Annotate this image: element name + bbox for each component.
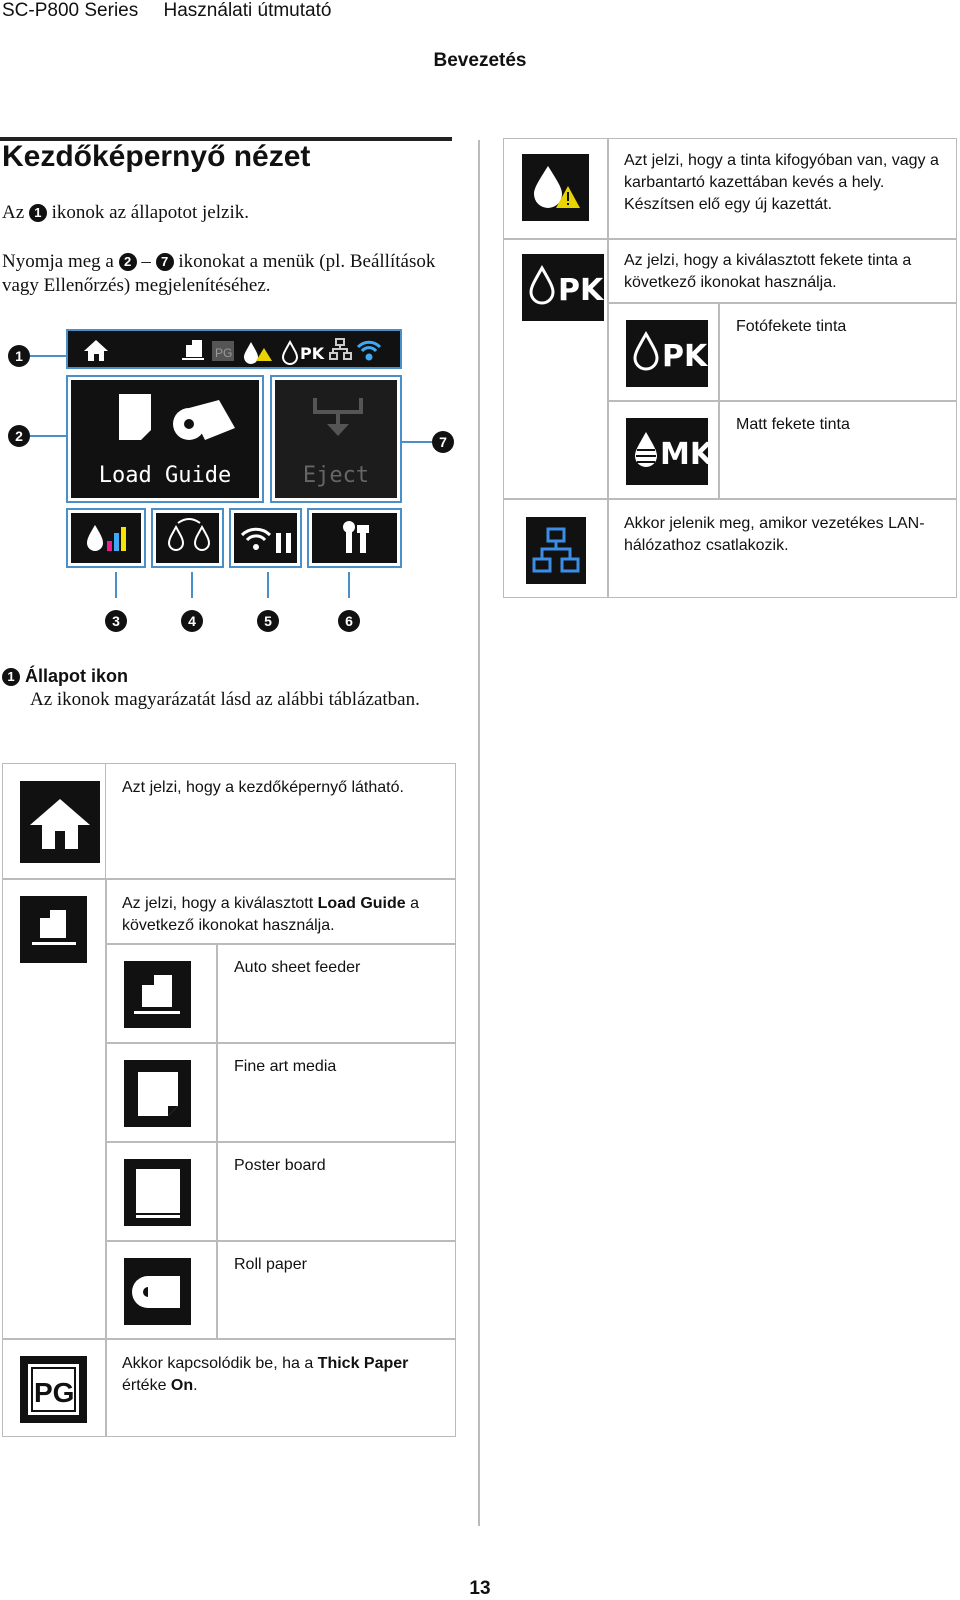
- sheet-icon: [119, 394, 151, 440]
- tools-icon: [312, 513, 401, 567]
- auto-sheet-feeder-icon: [124, 961, 191, 1028]
- ink-warning-icon: [244, 342, 272, 364]
- callout-5: 5: [257, 610, 279, 632]
- callout-number: 2: [119, 253, 137, 271]
- home-icon: [20, 781, 100, 863]
- leader-line: [348, 572, 350, 598]
- ink-levels-button[interactable]: [66, 508, 146, 568]
- intro-paragraph-2: Nyomja meg a 2 – 7 ikonokat a menük (pl. Beállítások vagy Ellenőrzés) megjelenítéséhez.: [2, 251, 436, 296]
- status-icons: [68, 331, 400, 367]
- leader-line: [30, 355, 66, 357]
- item-1-description: Az ikonok magyarázatát lásd az alábbi táblázatban.: [30, 689, 420, 710]
- auto-sheet-feeder-label: Auto sheet feeder: [234, 959, 361, 976]
- callout-4: 4: [181, 610, 203, 632]
- network-settings-button[interactable]: [229, 508, 302, 568]
- column-divider: [478, 140, 480, 1526]
- matte-black-ink-label: Matt fekete tinta: [736, 416, 850, 433]
- section-title: Bevezetés: [433, 50, 527, 71]
- leader-line: [115, 572, 117, 598]
- status-bar: [66, 329, 402, 369]
- leader-line: [30, 435, 66, 437]
- svg-text:PK: PK: [662, 339, 708, 374]
- setup-menu-button[interactable]: [307, 508, 402, 568]
- sheet-feeder-icon: [182, 340, 204, 360]
- running-header: [2, 0, 351, 22]
- poster-board-icon: [124, 1159, 191, 1226]
- svg-text:PK: PK: [558, 273, 604, 308]
- wifi-icon: [358, 342, 380, 359]
- svg-text:MK: MK: [660, 437, 708, 472]
- mk-ink-icon: [626, 418, 708, 485]
- roll-paper-icon: [124, 1258, 191, 1325]
- document-title: Használati útmutató: [163, 0, 332, 21]
- page-title: Kezdőképernyő nézet: [2, 140, 311, 173]
- load-guide-description: Az jelzi, hogy a kiválasztott Load Guide a következő ikonokat használja.: [122, 895, 420, 934]
- leader-line: [402, 441, 432, 443]
- black-ink-description: Az jelzi, hogy a kiválasztott fekete tinta a következő ikonokat használja.: [624, 252, 912, 291]
- ink-switch-icon: [156, 513, 223, 567]
- load-guide-button[interactable]: [66, 375, 264, 503]
- callout-number: 7: [156, 253, 174, 271]
- lan-icon: [330, 339, 351, 359]
- load-guide-status-icon: [20, 896, 87, 963]
- load-guide-label: Load Guide: [98, 463, 232, 488]
- eject-label: Eject: [302, 463, 370, 488]
- page-number: 13: [469, 1578, 491, 1599]
- photo-black-ink-label: Fotófekete tinta: [736, 318, 847, 335]
- home-icon: [84, 340, 108, 361]
- lan-icon: [526, 517, 586, 584]
- ink-levels-icon: [71, 513, 145, 567]
- pg-icon: [20, 1356, 87, 1423]
- callout-2: 2: [8, 425, 30, 447]
- svg-text:PG: PG: [34, 1377, 75, 1408]
- callout-1: 1: [8, 345, 30, 367]
- ink-warning-icon: [522, 154, 589, 221]
- thick-paper-description: Akkor kapcsolódik be, ha a Thick Paper értéke On.: [122, 1355, 409, 1394]
- callout-6: 6: [338, 610, 360, 632]
- wifi-tools-icon: [234, 513, 301, 567]
- pk-ink-icon: [626, 320, 708, 387]
- home-description: Azt jelzi, hogy a kezdőképernyő látható.: [122, 779, 404, 796]
- intro-paragraph-1: Az 1 ikonok az állapotot jelzik.: [2, 202, 249, 223]
- svg-text:PG: PG: [215, 346, 233, 360]
- eject-icon: [275, 390, 401, 450]
- fine-art-media-icon: [124, 1060, 191, 1127]
- product-name: SC-P800 Series: [2, 0, 139, 21]
- photo-black-ink-icon: [283, 342, 297, 364]
- ink-switch-button[interactable]: [151, 508, 224, 568]
- svg-text:PK: PK: [300, 344, 325, 363]
- item-1-heading: 1 Állapot ikon: [2, 664, 462, 688]
- callout-number: 1: [29, 204, 47, 222]
- roll-paper-label: Roll paper: [234, 1256, 307, 1273]
- leader-line: [267, 572, 269, 598]
- fine-art-media-label: Fine art media: [234, 1058, 337, 1075]
- eject-button[interactable]: [270, 375, 402, 503]
- callout-7: 7: [432, 431, 454, 453]
- lan-description: Akkor jelenik meg, amikor vezetékes LAN-hálózathoz csatlakozik.: [624, 515, 925, 554]
- leader-line: [191, 572, 193, 598]
- poster-board-label: Poster board: [234, 1157, 326, 1174]
- ink-warning-description: Azt jelzi, hogy a tinta kifogyóban van, vagy a karbantartó kazettában kevés a hely. Készítsen elő egy új kazettát.: [624, 152, 939, 213]
- paper-icons: [71, 388, 257, 468]
- photo-black-pk-icon: [522, 254, 604, 321]
- callout-3: 3: [105, 610, 127, 632]
- roll-icon: [173, 400, 235, 440]
